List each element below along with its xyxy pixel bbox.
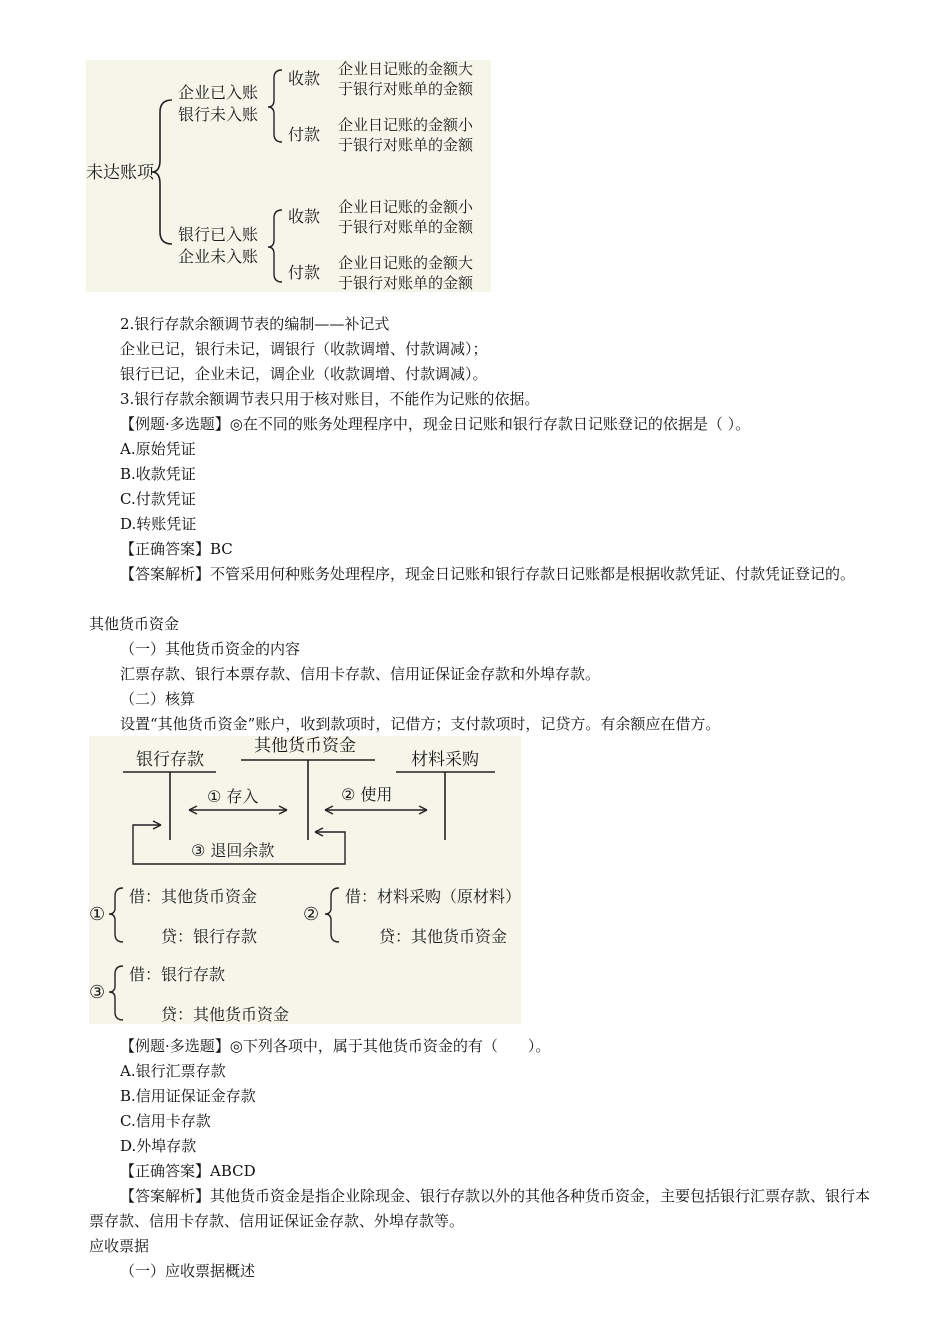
option-c: C.付款凭证 bbox=[120, 490, 196, 508]
entry1-credit: 贷：银行存款 bbox=[161, 927, 258, 946]
entry2-credit: 贷：其他货币资金 bbox=[379, 927, 508, 946]
option-a: A.原始凭证 bbox=[120, 440, 196, 458]
b-payment-desc2: 于银行对账单的金额 bbox=[338, 274, 474, 292]
t-account-svg bbox=[89, 736, 521, 1024]
entry3-credit: 贷：其他货币资金 bbox=[161, 1005, 290, 1024]
t-account-other-title: 其他货币资金 bbox=[254, 736, 356, 756]
correct-answer: 【正确答案】ABCD bbox=[120, 1162, 256, 1180]
unrecorded-items-diagram bbox=[86, 60, 491, 292]
unrecorded-items-svg bbox=[86, 60, 491, 292]
section-heading: 应收票据 bbox=[89, 1237, 150, 1255]
section-heading: 其他货币资金 bbox=[89, 615, 180, 633]
b-payment-desc1: 企业日记账的金额大 bbox=[338, 254, 474, 272]
other-monetary-funds-diagram bbox=[89, 736, 521, 1024]
b-receipt-desc1: 企业日记账的金额小 bbox=[338, 198, 474, 216]
text-line: 银行已记，企业未记，调企业（收款调增、付款调减）。 bbox=[120, 365, 488, 383]
example-question: 【例题·多选题】◎在不同的账务处理程序中，现金日记账和银行存款日记账登记的依据是（ ）。 bbox=[120, 415, 751, 433]
option-d: D.外埠存款 bbox=[120, 1137, 197, 1155]
brace-b bbox=[268, 210, 282, 282]
a-payment-desc2: 于银行对账单的金额 bbox=[338, 136, 474, 154]
branch-a-line1: 企业已入账 bbox=[178, 83, 259, 102]
a-payment-label: 付款 bbox=[288, 125, 321, 144]
a-receipt-desc1: 企业日记账的金额大 bbox=[338, 60, 474, 78]
text-line: 企业已记，银行未记，调银行（收款调增、付款调减）； bbox=[120, 340, 488, 358]
b-receipt-label: 收款 bbox=[288, 207, 321, 226]
entry3-brace bbox=[109, 966, 123, 1020]
a-receipt-label: 收款 bbox=[288, 69, 321, 88]
entry1-brace bbox=[109, 888, 123, 942]
entry1-debit: 借：其他货币资金 bbox=[129, 887, 258, 906]
t-account-bank-title: 银行存款 bbox=[136, 750, 204, 770]
option-d: D.转账凭证 bbox=[120, 515, 197, 533]
text-line: 3.银行存款余额调节表只用于核对账目，不能作为记账的依据。 bbox=[120, 390, 540, 408]
example-question: 【例题·多选题】◎下列各项中，属于其他货币资金的有（ ）。 bbox=[120, 1037, 551, 1055]
option-c: C.信用卡存款 bbox=[120, 1112, 211, 1130]
b-payment-label: 付款 bbox=[288, 263, 321, 282]
b-receipt-desc2: 于银行对账单的金额 bbox=[338, 218, 474, 236]
root-brace bbox=[152, 100, 172, 244]
a-receipt-desc2: 于银行对账单的金额 bbox=[338, 80, 474, 98]
branch-b-line2: 企业未入账 bbox=[178, 247, 259, 266]
entry3-debit: 借：银行存款 bbox=[129, 965, 226, 984]
option-a: A.银行汇票存款 bbox=[120, 1062, 226, 1080]
option-b: B.信用证保证金存款 bbox=[120, 1087, 256, 1105]
subsection-heading: （二）核算 bbox=[120, 690, 196, 708]
entry2-brace bbox=[325, 888, 339, 942]
root-label: 未达账项 bbox=[86, 163, 154, 183]
branch-b-line1: 银行已入账 bbox=[178, 225, 259, 244]
a-payment-desc1: 企业日记账的金额小 bbox=[338, 116, 474, 134]
correct-answer: 【正确答案】BC bbox=[120, 540, 233, 558]
entry2-number: ② bbox=[303, 904, 320, 925]
t-account-material-title: 材料采购 bbox=[411, 750, 479, 770]
text-line: 2.银行存款余额调节表的编制——补记式 bbox=[120, 315, 390, 333]
subsection-heading: （一）应收票据概述 bbox=[120, 1262, 256, 1280]
step2-label: ② 使用 bbox=[341, 785, 393, 804]
entry1-number: ① bbox=[89, 904, 106, 925]
step1-label: ① 存入 bbox=[207, 787, 259, 806]
step3-arrowheads bbox=[153, 821, 323, 836]
answer-explanation: 【答案解析】不管采用何种账务处理程序，现金日记账和银行存款日记账都是根据收款凭证、付款凭证登记的。 bbox=[120, 565, 856, 583]
option-b: B.收款凭证 bbox=[120, 465, 196, 483]
entry3-number: ③ bbox=[89, 982, 106, 1003]
text-line: 汇票存款、银行本票存款、信用卡存款、信用证保证金存款和外埠存款。 bbox=[120, 665, 601, 683]
branch-a-line2: 银行未入账 bbox=[178, 105, 259, 124]
brace-a bbox=[268, 70, 282, 142]
step3-label: ③ 退回余款 bbox=[191, 841, 275, 860]
text-line: 设置“其他货币资金”账户，收到款项时，记借方；支付款项时，记贷方。有余额应在借方。 bbox=[120, 715, 721, 733]
subsection-heading: （一）其他货币资金的内容 bbox=[120, 640, 301, 658]
entry2-debit: 借：材料采购（原材料） bbox=[345, 887, 521, 906]
answer-explanation: 【答案解析】其他货币资金是指企业除现金、银行存款以外的其他各种货币资金，主要包括银行汇票存款、银行本票存款、信用卡存款、信用证保证金存款、外埠存款等。 bbox=[89, 1187, 871, 1230]
